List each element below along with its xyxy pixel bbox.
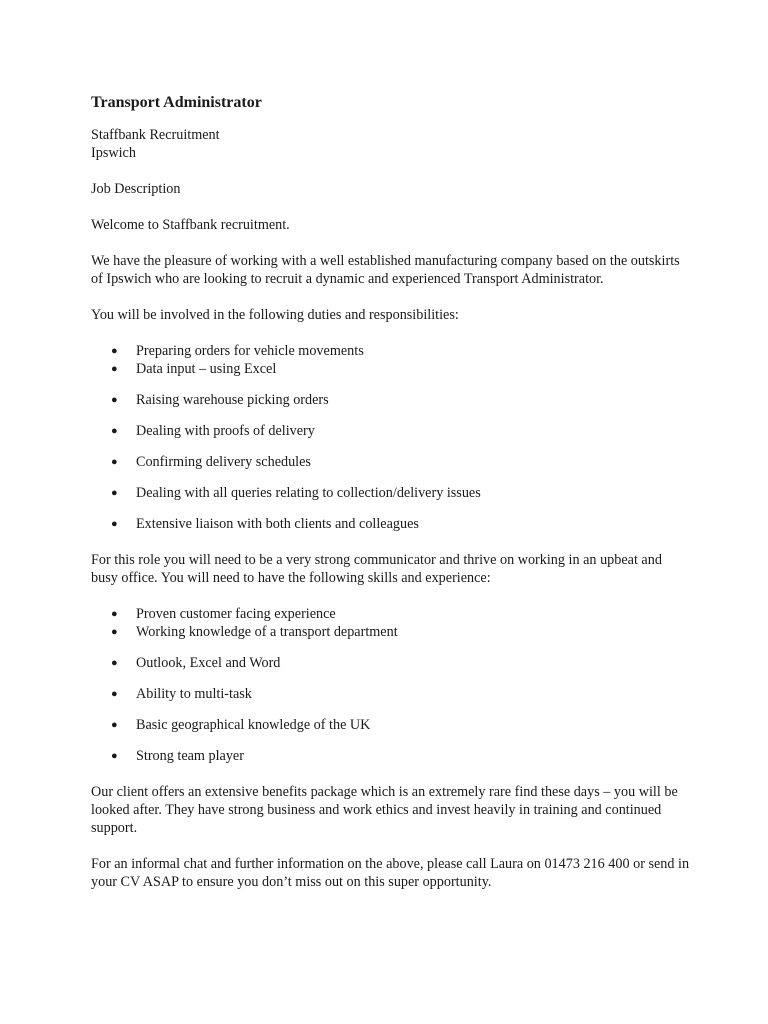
welcome-text: Welcome to Staffbank recruitment. <box>91 217 290 233</box>
bullet-icon: ● <box>111 345 118 357</box>
list-item: ● Working knowledge of a transport department <box>111 624 398 640</box>
duties-list <box>91 342 691 533</box>
job-description-label: Job Description <box>91 181 181 197</box>
company-name: Staffbank Recruitment <box>91 127 220 143</box>
bullet-icon: ● <box>111 608 118 620</box>
bullet-icon: ● <box>111 363 118 375</box>
bullet-icon: ● <box>111 487 118 499</box>
bullet-icon: ● <box>111 518 118 530</box>
bullet-icon: ● <box>111 688 118 700</box>
skills-list <box>91 605 691 765</box>
bullet-icon: ● <box>111 394 118 406</box>
bullet-icon: ● <box>111 719 118 731</box>
intro-paragraph: We have the pleasure of working with a well established manufacturing company based on the outskirts of Ipswich who are looking to recruit a dynamic and experienced Transport Administrator. <box>91 253 680 287</box>
list-item: ● Strong team player <box>111 748 244 764</box>
list-item: ● Confirming delivery schedules <box>111 454 311 470</box>
bullet-icon: ● <box>111 456 118 468</box>
bullet-icon: ● <box>111 626 118 638</box>
list-item: ● Data input – using Excel <box>111 361 277 377</box>
benefits-paragraph: Our client offers an extensive benefits package which is an extremely rare find these days – you will be looked after. They have strong business and work ethics and invest heavily in training and continued support. <box>91 784 678 836</box>
contact-paragraph: For an informal chat and further information on the above, please call Laura on 01473 216 400 or send in your CV ASAP to ensure you don’t miss out on this super opportunity. <box>91 856 690 890</box>
list-item: ● Extensive liaison with both clients and colleagues <box>111 516 419 532</box>
company-block <box>91 126 691 162</box>
bullet-icon: ● <box>111 657 118 669</box>
list-item: ● Outlook, Excel and Word <box>111 655 281 671</box>
list-item: ● Raising warehouse picking orders <box>111 392 329 408</box>
list-item: ● Preparing orders for vehicle movements <box>111 343 364 359</box>
list-item: ● Basic geographical knowledge of the UK <box>111 717 371 733</box>
list-item: ● Proven customer facing experience <box>111 606 336 622</box>
list-item: ● Ability to multi-task <box>111 686 252 702</box>
bullet-icon: ● <box>111 425 118 437</box>
bullet-icon: ● <box>111 750 118 762</box>
document-body <box>91 93 691 891</box>
company-location: Ipswich <box>91 145 136 161</box>
list-item: ● Dealing with proofs of delivery <box>111 423 315 439</box>
list-item: ● Dealing with all queries relating to collection/delivery issues <box>111 485 481 501</box>
skills-lead: For this role you will need to be a very strong communicator and thrive on working in an upbeat and busy office. You will need to have the following skills and experience: <box>91 552 662 586</box>
document-title: Transport Administrator <box>91 94 262 111</box>
duties-lead: You will be involved in the following duties and responsibilities: <box>91 307 459 323</box>
